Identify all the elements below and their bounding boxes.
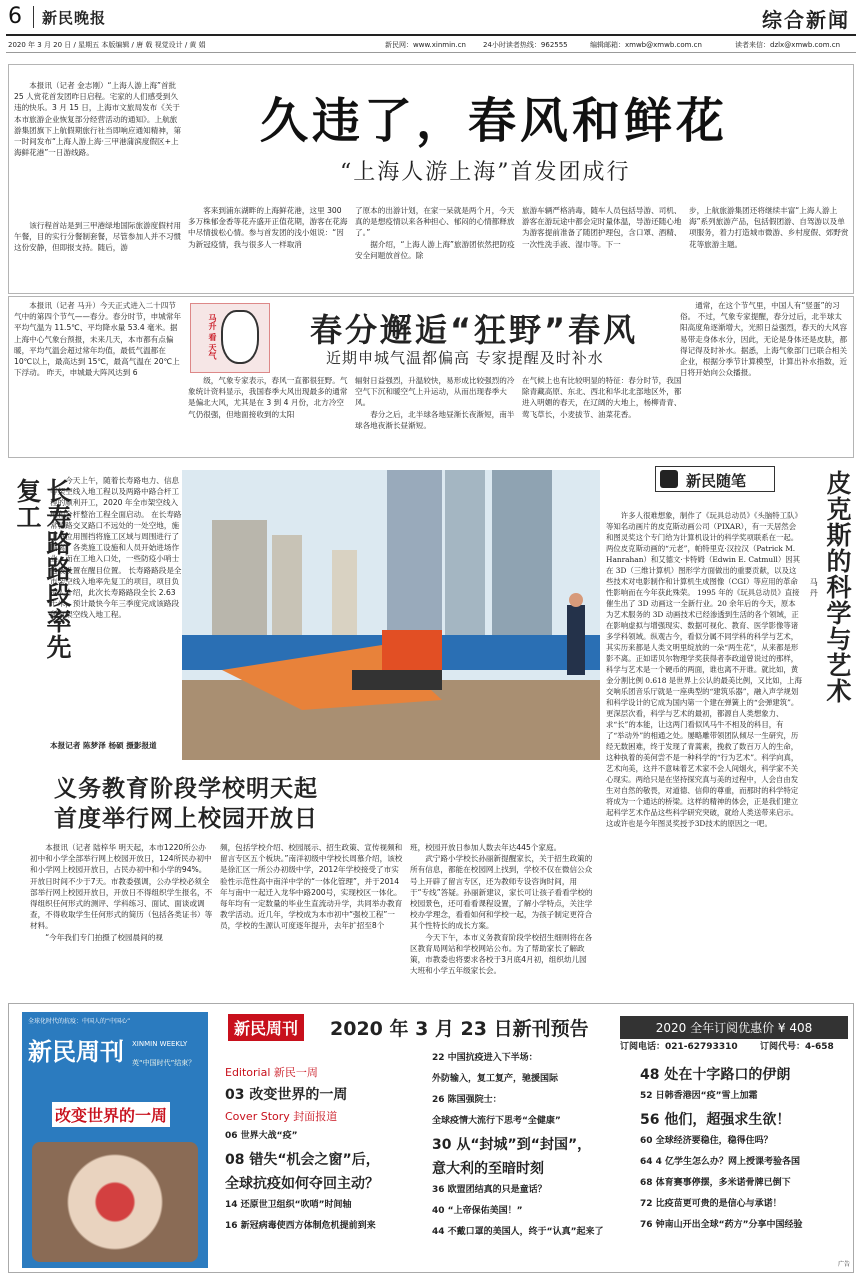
story1-paragraph: 据介绍，“上海人游上海”旅游团依然把防疫安全问题放首位。除 bbox=[355, 239, 515, 260]
hotline: 24小时读者热线：962555 bbox=[483, 41, 568, 49]
cover-en: XINMIN WEEKLY bbox=[132, 1040, 188, 1048]
weather-face-icon bbox=[221, 310, 259, 364]
story2-column-1 bbox=[188, 375, 348, 455]
story2-paragraph: 辐射日益强烈，升温较快，易形成比较强烈的冷空气下沉和暖空气上升运动，从而出现春季大风。 bbox=[355, 376, 515, 408]
masthead-thin-rule bbox=[6, 52, 856, 53]
ad-toc-column-1 bbox=[225, 1064, 420, 1269]
story1-column-2 bbox=[355, 205, 515, 291]
toc-item: 30 从“封城”到“封国”， bbox=[432, 1137, 592, 1153]
story4-headline-1: 义务教育阶段学校明天起 bbox=[54, 776, 318, 802]
story2-column-2 bbox=[355, 375, 515, 455]
toc-item: 60 全球经济要稳住，稳得住吗？ bbox=[640, 1136, 773, 1146]
weather-badge bbox=[190, 303, 270, 373]
date-line: 2020 年 3 月 20 日 / 星期五 本版编辑 / 唐 戟 视觉设计 / 黄 娟 bbox=[8, 41, 206, 49]
story4-headline-2: 首度举行网上校园开放日 bbox=[54, 806, 318, 832]
toc-item: 22 中国抗疫进入下半场： bbox=[432, 1053, 538, 1063]
story4-paragraph: 班，校园开放日参加人数去年达445个家庭。 bbox=[410, 843, 562, 852]
story1-paragraph: 了原本的出游计划，在家一呆就是两个月，今天真的是想疫情以来各种担心、郁闷的心情都释放了。” bbox=[355, 206, 515, 238]
story2-headline: 春分邂逅“狂野”春风 bbox=[310, 311, 639, 349]
column-logo bbox=[655, 466, 775, 492]
story2-paragraph: 在气候上也有比较明显的特征：春分时节，我国除青藏高原、东北、西北和华北北部地区外，都进入明媚的春天，在辽阔的大地上，杨柳青青、莺飞草长，小麦拔节、油菜花香。 bbox=[522, 376, 682, 419]
story3-byline: 本报记者 陈梦泽 杨硕 摄影报道 bbox=[50, 741, 157, 750]
story2-subhead: 近期申城气温都偏高 专家提醒及时补水 bbox=[326, 349, 604, 367]
ad-tag: 广告 bbox=[837, 1261, 850, 1268]
toc-item: 03 改变世界的一周 bbox=[225, 1087, 348, 1103]
toc-item: 26 陈国强院士： bbox=[432, 1095, 502, 1105]
column-author: 马 丹 bbox=[809, 578, 819, 597]
story1-column-1 bbox=[188, 205, 348, 291]
ad-brand-logo: 新民周刊 bbox=[228, 1014, 304, 1041]
ad-toc-column-3 bbox=[640, 1064, 850, 1269]
story1-lead-column: 本报讯（记者 金志刚）“上海人游上海”首批 25 人赏花首发团昨日启程。宅家的人们感受到久违的快乐。3 月 15 日，上海市文旅局发布《关于本市旅游企业恢复部分经营活动的通知》。上航旅游集团旗下上航假期旅行社当即响应通知精神，第一时间发布“上海人游上海·三甲港蒲滨度假区+上海鲜花港”一日游线路。 bbox=[14, 81, 182, 158]
construction-photo-drawing bbox=[182, 470, 600, 760]
story4-paragraph: 频，包括学校介绍、校园展示、招生政策、宣传视频和留言专区五个板块。”南洋初级中学校长周慕介绍，该校是徐汇区一所公办初级中学，2012年学校接受了市实验性示范性高中南洋中学的“一体化管理”，并于2014年与南中一起迁入龙华中路200号，实现校区一体化。每年均有一定数量的毕业生直流动升学，共同举办教育教学活动。近几年，学校成为本市初中“强校工程”一员，学校的生源认可度逐年提升，去年扩招至8个 bbox=[220, 843, 403, 931]
column-logo-text: 新民随笔 bbox=[686, 472, 747, 490]
toc-item: 72 比疫苗更可贵的是信心与承诺！ bbox=[640, 1199, 782, 1209]
editor-email: 编辑邮箱：xmwb@xmwb.com.cn bbox=[590, 41, 702, 49]
ad-price: 2020 全年订阅优惠价 ¥ 408 bbox=[620, 1016, 848, 1039]
column-vertical-title: 皮克斯的科学与艺术 bbox=[823, 470, 852, 704]
toc-item: 16 新冠病毒使西方体制危机提前到来 bbox=[225, 1221, 376, 1231]
story2-paragraph: 春分之后，北半球各地昼渐长夜渐短，南半球各地夜渐长昼渐短。 bbox=[355, 409, 515, 430]
section-name: 综合新闻 bbox=[762, 8, 850, 32]
toc-item: 全球抗疫如何夺回主动？ bbox=[225, 1176, 379, 1192]
masthead-divider-left bbox=[33, 6, 34, 28]
ad-cover bbox=[22, 1012, 208, 1268]
story4-column-3 bbox=[410, 842, 593, 997]
story4-paragraph: “今年我们专门拍摄了校园晨间的视 bbox=[45, 932, 164, 942]
reader-email: 读者来信：dzlx@xmwb.com.cn bbox=[735, 41, 841, 49]
story2-column-3 bbox=[522, 375, 682, 455]
ad-title: 2020 年 3 月 23 日新刊预告 bbox=[330, 1018, 589, 1040]
cover-hands-image bbox=[32, 1142, 198, 1262]
cover-title: 改变世界的一周 bbox=[52, 1102, 170, 1127]
story1-paragraph: 旅游车辆严格消毒，随车人员包括导游、司机、游客在游玩途中都会定时量体温，导游还随心地为游客提前准备了随团护理包，含口罩、酒精、一次性洗手液、湿巾等。下一 bbox=[522, 206, 682, 249]
toc-item: Cover Story 封面报道 bbox=[225, 1110, 338, 1123]
story1-headline: 久违了，春风和鲜花 bbox=[260, 93, 729, 149]
weather-badge-label: 马升 看 天气 bbox=[208, 314, 217, 360]
page-number: 6 bbox=[8, 4, 22, 29]
brush-icon bbox=[660, 470, 678, 488]
story4-paragraph: 武宁路小学校长孙丽新提醒家长，关于招生政策的所有信息，都能在校园网上找到，学校不仅在微信公众号上开辟了留言专区，还为教师专设咨询时间，用于“专线”答疑。孙丽新建议，家长可让孩子看看学校的校园景色，还可看看课程设置，了解小学特点，关注学校办学理念，看看如何和学校一起，为孩子制定更符合其个性特长的成长方案。 bbox=[410, 854, 593, 931]
toc-item: 68 体育赛事停摆，多米诺骨牌已倒下 bbox=[640, 1178, 791, 1188]
story2-right-column: 通常，在这个节气里，中国人有“竖蛋”的习俗。 不过，气象专家提醒，春分过后，北半球太阳高度角逐渐增大，光照日益强烈，春天的大风容易带走身体水分，因此，无论是身体还是皮肤，都得记得及时补水。据悉，上海气象部门已联合相关企业，根据分季节计算模型，计算出补水指数，近日将开始向公众播报。 bbox=[680, 301, 848, 378]
toc-item: 76 钟南山开出全球“药方”分享中国经验 bbox=[640, 1220, 803, 1230]
ad-toc-column-2 bbox=[432, 1050, 627, 1270]
ad-code: 订阅代号：4-658 bbox=[760, 1042, 834, 1052]
ad-phone: 订阅电话：021-62793310 bbox=[620, 1042, 738, 1052]
toc-item: 意大利的至暗时刻 bbox=[432, 1161, 544, 1177]
toc-item: 44 不戴口罩的美国人，终于“认真”起来了 bbox=[432, 1227, 604, 1237]
toc-item: Editorial 新民一周 bbox=[225, 1066, 318, 1079]
construction-photo bbox=[182, 470, 600, 760]
story1-paragraph: 客来到浦东湖畔的上海鲜花港，这里 300 多万株郁金香等花卉盛开正值花期，游客在花海中尽情拔松心情。参与首发团的浅小姐说：“因为新冠疫情，我与很多人一样取消 bbox=[188, 206, 348, 249]
toc-item: 14 还原世卫组织“吹哨”时间轴 bbox=[225, 1200, 352, 1210]
story1-subhead: “上海人游上海”首发团成行 bbox=[340, 160, 631, 185]
toc-item: 56 他们，超强求生欲！ bbox=[640, 1112, 791, 1128]
story3-body: 今天上午，随着长寿路电力、信息等架空线入地工程以及两路中路合杆工程的顺利开工，2020 年全市架空线入地和合杆整治工程全面启动。 在长寿路常德路交叉路口不远处的一处空地，施工单位用围挡将施工区域与周围进行了隔离，各类施工设施和人员开始进场作业。而在工地入口处，一些防疫小哨士也被设置在醒目位置。 长寿路路段是全市架空线入地率先复工的项目，项目负责人介绍，此次长寿路路段全长 2.63 千米，预计最快今年三季度完成该路段所有架空线入地工程。 bbox=[50, 476, 182, 620]
toc-item: 64 4 亿学生怎么办？网上授课考验各国 bbox=[640, 1157, 801, 1167]
paper-name: 新民晚报 bbox=[42, 9, 107, 27]
story3-vertical-title: 长寿路路段率先复工 bbox=[13, 478, 72, 660]
cover-top-text: 全球化时代的抗疫：中国人的“中国心” bbox=[28, 1018, 131, 1025]
story1-column-4 bbox=[689, 205, 849, 291]
toc-item: 全球疫情大流行下思考“全健康” bbox=[432, 1116, 561, 1126]
toc-item: 外防输入，复工复产，驰援国际 bbox=[432, 1074, 559, 1084]
toc-item: 40 “上帝保佑美国！” bbox=[432, 1206, 523, 1216]
toc-item: 48 处在十字路口的伊朗 bbox=[640, 1067, 791, 1083]
story4-paragraph: 今天下午，本市义务教育阶段学校招生细则将在各区教育局网站和学校网站公布。为了帮助家长了解政策，市教委也将要求各校于3月底4月初，组织幼儿园大班和小学五年级家长会。 bbox=[410, 932, 593, 976]
cover-side: 英“中国时代”结束？ bbox=[132, 1059, 196, 1067]
toc-item: 08 错失“机会之窗”后， bbox=[225, 1152, 380, 1168]
story1-column-3 bbox=[522, 205, 682, 291]
story2-paragraph: 级，气象专家表示，春风一直都很狂野。气象统计资料显示，我国春季大风出现最多的通常是偏北大风，尤其是在 3 到 4 月份，北方冷空气仍很强，但地面接收到的太阳 bbox=[188, 376, 348, 419]
column-body: 许多人很难想象，制作了《玩具总动员》《头脑特工队》等知名动画片的皮克斯动画公司（PIXAR），有一天居然会和图灵奖这个专门给为计算机设计的科学奖项联系在一起。两位皮克斯动画的“元老”，帕特里克·汉拉汉（Patrick M. Hanrahan）和艾德文·卡特姆（Edwin E. Catmull）因其在 3D（三维计算机）图形学方面做出的重要贡献，以及这些技术对电影制作和计算机生成图像（CGI）等应用的革命性影响而在今年获此殊荣。 1995 年的《玩具总动员》直接催生出了 3D 动画这一全新行业。20 余年后的今天，原本为艺术服务的 3D 动画技术已经渗透到生活的各个领域，正在影响虚拟与增强现实、数据可视化、教育、医学影像等诸多学科领域。纵观古今，看似分属不同学科的科学与艺术，其实历来都是人类文明里绽放的一朵“两生花”，从来都是形影不离。正如诺贝尔物理学奖获得者李政道曾说过的那样，科学与艺术是一个硬币的两面，谁也离不开谁。就比如，黄金分割比例 0.618 是世界上公认的最美比例，又比如，上海交响乐团音乐厅就是一座典型的“建筑乐器”，融入声学规划和科学设计的它成为国内第一个建在弹簧上的“会弹建筑”。 更深层次看，科学与艺术的最初，都源自人类想象力、求“长”的本能，让这两门看似风马牛不相及的科目，有了“举动外”的相通之处。屡略雕带领团队倾尽一生研究，历经无数困难，终于发现了青蒿素，挽救了数百万人的生命，这种执着的美何尝不是一种科学的“行为艺术”。科学向真，艺术向美，这并不意味着艺术家不会人间烟火，科学家不关心现实。两给只是在坚持探究真与美的过程中，人会自由发生对自然的敬畏，对道德、信仰的尊重，而那时的科学特定将成为一个通达的桥梁。这样的精神的体会，正是我们建立起科学艺术作品这些科学研究突破，就给人类送带来启示。这或许也是今年图灵奖授予3D技术的原因之一吧。 bbox=[606, 511, 802, 828]
masthead-rule bbox=[6, 34, 856, 36]
story1-lead-column-2: 该行程首站是到三甲港绿地国际旅游度假村用午餐，目的实行分餐制套餐，尽管参加人并不习惯这份安静，但即报支持。随后，游 bbox=[14, 221, 182, 253]
toc-item: 36 欧盟团结真的只是童话？ bbox=[432, 1185, 547, 1195]
story4-column-2 bbox=[220, 842, 403, 997]
website: 新民网：www.xinmin.cn bbox=[385, 41, 466, 49]
story4-column-1 bbox=[30, 842, 213, 997]
toc-item: 52 日韩香港因“疫”雪上加霜 bbox=[640, 1091, 758, 1101]
story4-paragraph: 本报讯（记者 陆梓华 明天起，本市1220所公办初中和小学全部举行网上校园开放日，124所民办初中和小学网上校园开放日，占民办初中和小学的94%。开放日时间不少于7天。市教委强调，公办学校必须全部举行网上校园开放日，开放日不得组织学生报名，不得组织任何形式的测评、学科练习、面试、面谈或调查，不得收取学生任何形式的简历（包括各类证书）等材料。 bbox=[30, 843, 213, 931]
cover-brand: 新民周刊 bbox=[28, 1038, 124, 1066]
toc-item: 06 世界大战“疫” bbox=[225, 1131, 298, 1141]
story2-lead-column: 本报讯（记者 马升）今天正式进入二十四节气中的第四个节气——春分。春分时节，申城常年平均气温为 11.5℃、平均降水量 53.4 毫米。据上海中心气象台预报，未来几天，本市都有点偏暖，平均气温会超过常年均值，最低气温都在 10℃以上，最高达到 15℃，最高气温在 20℃上下浮动。 昨天，申城最大阵风达到 6 bbox=[14, 301, 182, 378]
story1-paragraph: 步，上航旅游集团还将继续丰富“上海人游上海”系列旅游产品，包括假团游、自驾游以及单项服务，着力打造城市微游、乡村度假、郊野赏花等旅游主题。 bbox=[689, 206, 849, 249]
